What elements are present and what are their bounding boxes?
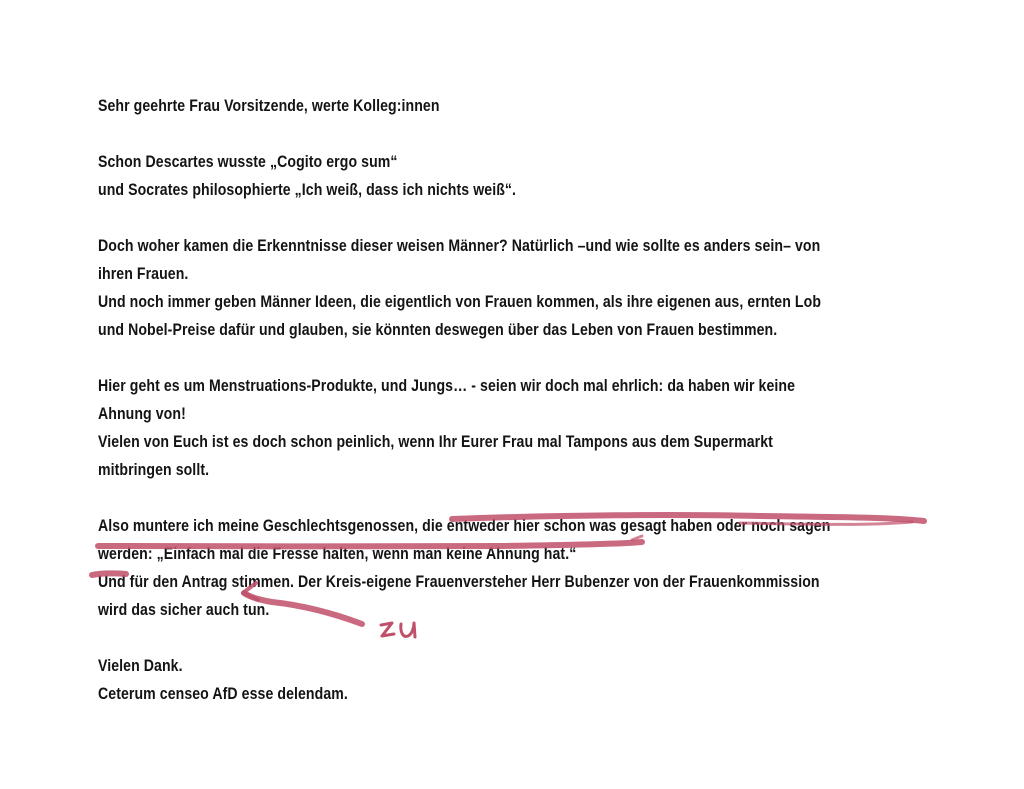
paragraph-1-line-2: und Socrates philosophierte „Ich weiß, dass ich nichts weiß“. <box>98 181 517 199</box>
closing-line-2: Ceterum censeo AfD esse delendam. <box>98 685 348 703</box>
paragraph-4-line-3-struck-word: Und <box>98 573 126 591</box>
speech-text <box>98 92 838 708</box>
greeting-paragraph <box>98 92 838 120</box>
greeting-line: Sehr geehrte Frau Vorsitzende, werte Kolleg:innen <box>98 97 440 115</box>
paragraph-2 <box>98 232 838 344</box>
paragraph-4-line-1 <box>98 512 838 540</box>
paragraph-4-line-2-struck: werden: „Einfach mal die Fresse halten, wenn man keine Ahnung hat.“ <box>98 545 577 563</box>
paragraph-2-line-3: Und noch immer geben Männer Ideen, die eigentlich von Frauen kommen, als ihre eigenen aus, ernten Lob <box>98 293 822 311</box>
paragraph-4-line-1-kept: Also muntere ich meine Geschlechtsgenossen, <box>98 517 419 535</box>
paragraph-3-line-3: Vielen von Euch ist es doch schon peinlich, wenn Ihr Eurer Frau mal Tampons aus dem Supermarkt <box>98 433 773 451</box>
paragraph-1-line-1: Schon Descartes wusste „Cogito ergo sum“ <box>98 153 398 171</box>
closing-line-1: Vielen Dank. <box>98 657 183 675</box>
paragraph-2-line-1: Doch woher kamen die Erkenntnisse dieser weisen Männer? Natürlich –und wie sollte es anders sein– von <box>98 237 821 255</box>
paragraph-3-line-2: Ahnung von! <box>98 405 186 423</box>
paragraph-1 <box>98 148 838 204</box>
paragraph-3-line-1: Hier geht es um Menstruations-Produkte, und Jungs… - seien wir doch mal ehrlich: da haben wir keine <box>98 377 796 395</box>
paragraph-4-line-1-struck: die entweder hier schon was gesagt haben oder noch sagen <box>418 517 831 535</box>
paragraph-4-line-3 <box>98 568 838 596</box>
paragraph-3-line-4: mitbringen sollt. <box>98 461 210 479</box>
paragraph-2-line-4: und Nobel-Preise dafür und glauben, sie könnten deswegen über das Leben von Frauen bestimmen. <box>98 321 778 339</box>
paragraph-4-line-3-rest: für den Antrag stimmen. Der Kreis-eigene Frauenversteher Herr Bubenzer von der Frauenkommission <box>125 573 820 591</box>
paragraph-4 <box>98 512 838 624</box>
closing-paragraph <box>98 652 838 708</box>
paragraph-4-line-4: wird das sicher auch tun. <box>98 601 270 619</box>
paragraph-3 <box>98 372 838 484</box>
paragraph-2-line-2: ihren Frauen. <box>98 265 189 283</box>
